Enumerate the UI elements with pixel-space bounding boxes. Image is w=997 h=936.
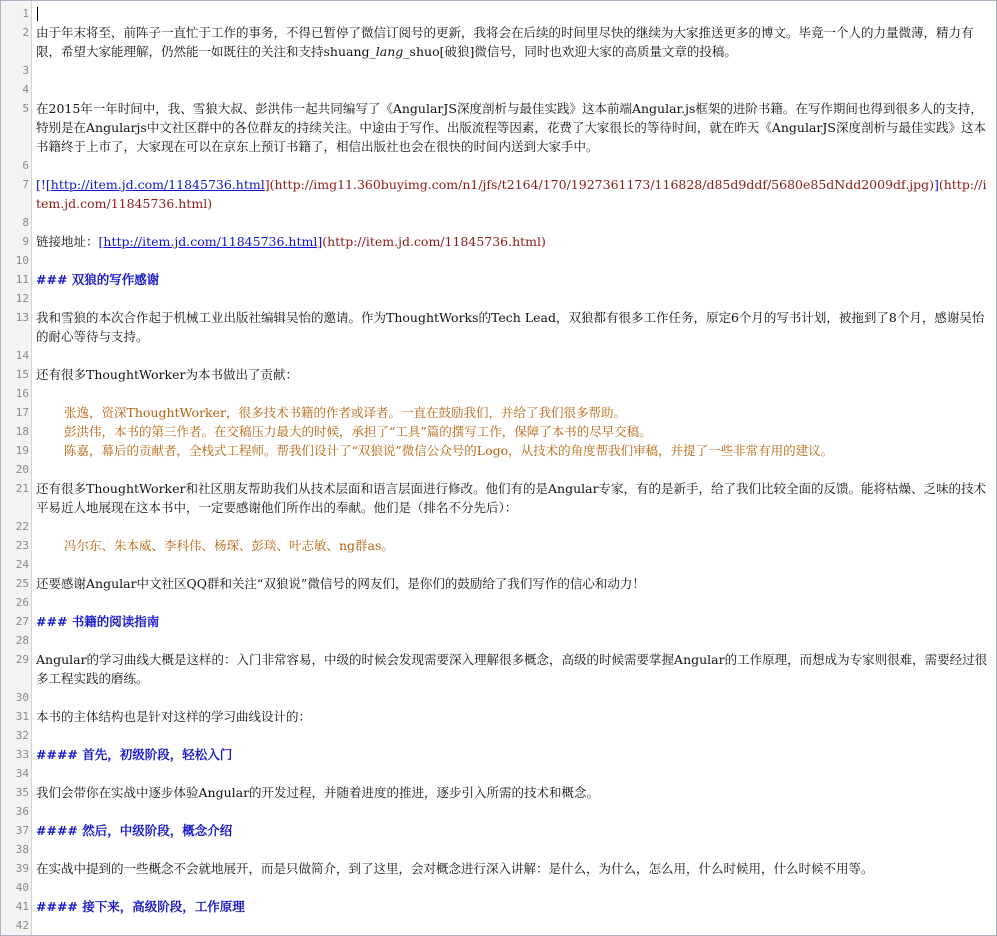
line-number: 1 bbox=[22, 7, 29, 20]
line-number: 36 bbox=[15, 805, 29, 818]
line-number: 6 bbox=[22, 159, 29, 172]
line-number: 9 bbox=[22, 235, 29, 248]
line-number: 30 bbox=[15, 691, 29, 704]
line-number: 15 bbox=[15, 368, 29, 381]
text-run: lang bbox=[375, 44, 404, 59]
heading-intermediate-stage: #### 然后，中级阶段，概念介绍 bbox=[36, 823, 233, 838]
line-number: 22 bbox=[15, 520, 29, 533]
paragraph-cooperation: 我和雪狼的本次合作起于机械工业出版社编辑吴怡的邀请。作为ThoughtWorks的Tech Lead，双狼都有很多工作任务，原定6个月的写书计划，被拖到了8个月，感谢吴怡的耐心等待与支持。 bbox=[36, 310, 985, 344]
line-number: 41 bbox=[15, 900, 29, 913]
paragraph-community-thanks: 还有很多ThoughtWorker和社区朋友帮助我们从技术层面和语言层面进行修改。他们有的是Angular专家，有的是新手，给了我们比较全面的反馈。能将枯燥、乏味的技术平易近人地展现在这本书中，一定要感谢他们所作出的奉献。他们是（排名不分先后）： bbox=[36, 481, 987, 515]
editor-line[interactable] bbox=[1, 61, 997, 80]
image-url: ](http://img11.360buyimg.com/n1/jfs/t2164/170/1927361173/116828/d85d9ddf/5680e85dNdd2009df.jpg) bbox=[264, 177, 934, 192]
line-number: 38 bbox=[15, 843, 29, 856]
editor-line[interactable] bbox=[1, 441, 997, 460]
line-number: 29 bbox=[15, 653, 29, 666]
book-link-text[interactable]: http://item.jd.com/11845736.html bbox=[50, 177, 265, 192]
editor-line[interactable] bbox=[1, 479, 997, 517]
editor-line[interactable] bbox=[1, 365, 997, 384]
heading-advanced-stage: #### 接下来，高级阶段，工作原理 bbox=[36, 899, 245, 914]
paragraph-book-intro: 在2015年一年时间中，我、雪狼大叔、彭洪伟一起共同编写了《AngularJS深度剖析与最佳实践》这本前端Angular.js框架的进阶书籍。在写作期间也得到很多人的支持，特别是在Angularjs中文社区群中的各位群友的持续关注。中途由于写作、出版流程等因素，花费了大家很长的等待时间，就在昨天《AngularJS深度剖析与最佳实践》这本书籍终于上市了，大家现在可以在京东上预订书籍了，相信出版社也会在很快的时间内送到大家手中。 bbox=[36, 101, 986, 154]
link-address-url: (http://item.jd.com/11845736.html) bbox=[322, 234, 546, 249]
paragraph-intermediate: 在实战中提到的一些概念不会就地展开，而是只做简介，到了这里，会对概念进行深入讲解：是什么，为什么，怎么用，什么时候用，什么时候不用等。 bbox=[36, 861, 874, 876]
editor-line[interactable] bbox=[1, 593, 997, 612]
markdown-image-link bbox=[36, 175, 990, 213]
line-number: 12 bbox=[15, 292, 29, 305]
line-number: 27 bbox=[15, 615, 29, 628]
editor-line[interactable] bbox=[1, 707, 997, 726]
paragraph-contributors: 还有很多ThoughtWorker为本书做出了贡献： bbox=[36, 367, 298, 382]
editor-line[interactable] bbox=[1, 384, 997, 403]
editor-line[interactable] bbox=[1, 422, 997, 441]
code-block-line: 陈嘉，幕后的贡献者，全栈式工程师。帮我们设计了“双狼说”微信公众号的Logo，从技术的角度帮我们审稿，并提了一些非常有用的建议。 bbox=[64, 443, 834, 458]
editor-line[interactable] bbox=[1, 80, 997, 99]
editor-line[interactable] bbox=[1, 555, 997, 574]
line-number: 34 bbox=[15, 767, 29, 780]
editor-line[interactable] bbox=[1, 821, 997, 840]
line-number: 20 bbox=[15, 463, 29, 476]
editor-line[interactable] bbox=[1, 840, 997, 859]
line-number: 25 bbox=[15, 577, 29, 590]
editor-line[interactable] bbox=[1, 650, 997, 688]
editor-line[interactable] bbox=[1, 175, 997, 213]
editor-line[interactable] bbox=[1, 802, 997, 821]
editor-line[interactable] bbox=[1, 403, 997, 422]
line-number: 17 bbox=[15, 406, 29, 419]
heading-reading-guide: ### 书籍的阅读指南 bbox=[36, 614, 160, 629]
editor-line[interactable] bbox=[1, 764, 997, 783]
editor-line[interactable] bbox=[1, 536, 997, 555]
editor-line[interactable] bbox=[1, 460, 997, 479]
line-number: 23 bbox=[15, 539, 29, 552]
editor-line[interactable] bbox=[1, 878, 997, 897]
paragraph-structure: 本书的主体结构也是针对这样的学习曲线设计的： bbox=[36, 709, 312, 724]
line-number: 8 bbox=[22, 216, 29, 229]
line-number: 7 bbox=[22, 178, 29, 191]
line-number: 40 bbox=[15, 881, 29, 894]
editor-line[interactable] bbox=[1, 517, 997, 536]
editor-line[interactable] bbox=[1, 4, 997, 23]
code-block-line: 张逸，资深ThoughtWorker，很多技术书籍的作者或译者。一直在鼓励我们，并给了我们很多帮助。 bbox=[64, 405, 626, 420]
code-block-line: 彭洪伟，本书的第三作者。在交稿压力最大的时候，承担了“工具”篇的撰写工作，保障了本书的尽早交稿。 bbox=[64, 424, 652, 439]
editor-line[interactable] bbox=[1, 289, 997, 308]
editor-line[interactable] bbox=[1, 270, 997, 289]
editor-line[interactable] bbox=[1, 859, 997, 878]
editor-line[interactable] bbox=[1, 688, 997, 707]
link-bracket: [![ bbox=[36, 177, 51, 192]
line-number: 24 bbox=[15, 558, 29, 571]
line-number: 31 bbox=[15, 710, 29, 723]
paragraph-beginner: 我们会带你在实战中逐步体验Angular的开发过程，并随着进度的推进，逐步引入所需的技术和概念。 bbox=[36, 785, 600, 800]
line-number: 14 bbox=[15, 349, 29, 362]
editor-line[interactable] bbox=[1, 574, 997, 593]
link-address-text[interactable]: [http://item.jd.com/11845736.html] bbox=[98, 234, 323, 249]
editor-line[interactable] bbox=[1, 156, 997, 175]
editor-line[interactable] bbox=[1, 99, 997, 156]
line-number: 3 bbox=[22, 64, 29, 77]
line-number: 18 bbox=[15, 425, 29, 438]
line-number: 26 bbox=[15, 596, 29, 609]
line-number: 2 bbox=[22, 26, 29, 39]
editor-line[interactable] bbox=[1, 916, 997, 935]
line-number: 4 bbox=[22, 83, 29, 96]
editor-line[interactable] bbox=[1, 232, 997, 251]
heading-beginner-stage: #### 首先，初级阶段，轻松入门 bbox=[36, 747, 233, 762]
editor-line[interactable] bbox=[1, 308, 997, 346]
line-number: 5 bbox=[22, 102, 29, 115]
paragraph-learning-curve: Angular的学习曲线大概是这样的：入门非常容易，中级的时候会发现需要深入理解很多概念，高级的时候需要掌握Angular的工作原理，而想成为专家则很难，需要经过很多工程实践的磨练。 bbox=[36, 652, 988, 686]
link-address-line bbox=[36, 232, 990, 251]
paragraph-intro bbox=[36, 23, 990, 61]
line-number: 13 bbox=[15, 311, 29, 324]
editor-line[interactable] bbox=[1, 897, 997, 916]
heading-acknowledgements: ### 双狼的写作感谢 bbox=[36, 272, 160, 287]
editor-line[interactable] bbox=[1, 631, 997, 650]
link-bracket: ] bbox=[933, 177, 939, 192]
editor-line[interactable] bbox=[1, 213, 997, 232]
line-number: 35 bbox=[15, 786, 29, 799]
editor-line[interactable] bbox=[1, 783, 997, 802]
line-number: 37 bbox=[15, 824, 29, 837]
line-number: 42 bbox=[15, 919, 29, 932]
editor-line[interactable] bbox=[1, 745, 997, 764]
editor-line[interactable] bbox=[1, 23, 997, 61]
link-address-label: 链接地址： bbox=[36, 234, 99, 249]
line-number: 21 bbox=[15, 482, 29, 495]
link-url: (http://item.jd.com/11845736.html) bbox=[36, 177, 987, 211]
paragraph-qq-thanks: 还要感谢Angular中文社区QQ群和关注“双狼说”微信号的网友们，是你们的鼓励给了我们写作的信心和动力！ bbox=[36, 576, 645, 591]
line-number: 10 bbox=[15, 254, 29, 267]
editor-line[interactable] bbox=[1, 612, 997, 631]
editor-line[interactable] bbox=[1, 726, 997, 745]
line-number: 33 bbox=[15, 748, 29, 761]
editor-line[interactable] bbox=[1, 346, 997, 365]
line-number: 32 bbox=[15, 729, 29, 742]
line-number: 16 bbox=[15, 387, 29, 400]
text-run: _shuo[破狼]微信号，同时也欢迎大家的高质量文章的投稿。 bbox=[403, 44, 737, 59]
line-number: 39 bbox=[15, 862, 29, 875]
line-number: 19 bbox=[15, 444, 29, 457]
line-number: 11 bbox=[15, 273, 29, 286]
text-caret bbox=[37, 7, 38, 21]
code-block-line: 冯尔东、朱本威、李科伟、杨琛、彭琰、叶志敏、ng群as。 bbox=[64, 538, 394, 553]
editor-line[interactable] bbox=[1, 251, 997, 270]
text-run: 由于年末将至，前阵子一直忙于工作的事务，不得已暂停了微信订阅号的更新，我将会在后续的时间里尽快的继续为大家推送更多的博文。毕竟一个人的力量微薄，精力有限，希望大家能理解，仍然能一如既往的关注和支持shuang_ bbox=[36, 25, 974, 59]
line-number: 28 bbox=[15, 634, 29, 647]
